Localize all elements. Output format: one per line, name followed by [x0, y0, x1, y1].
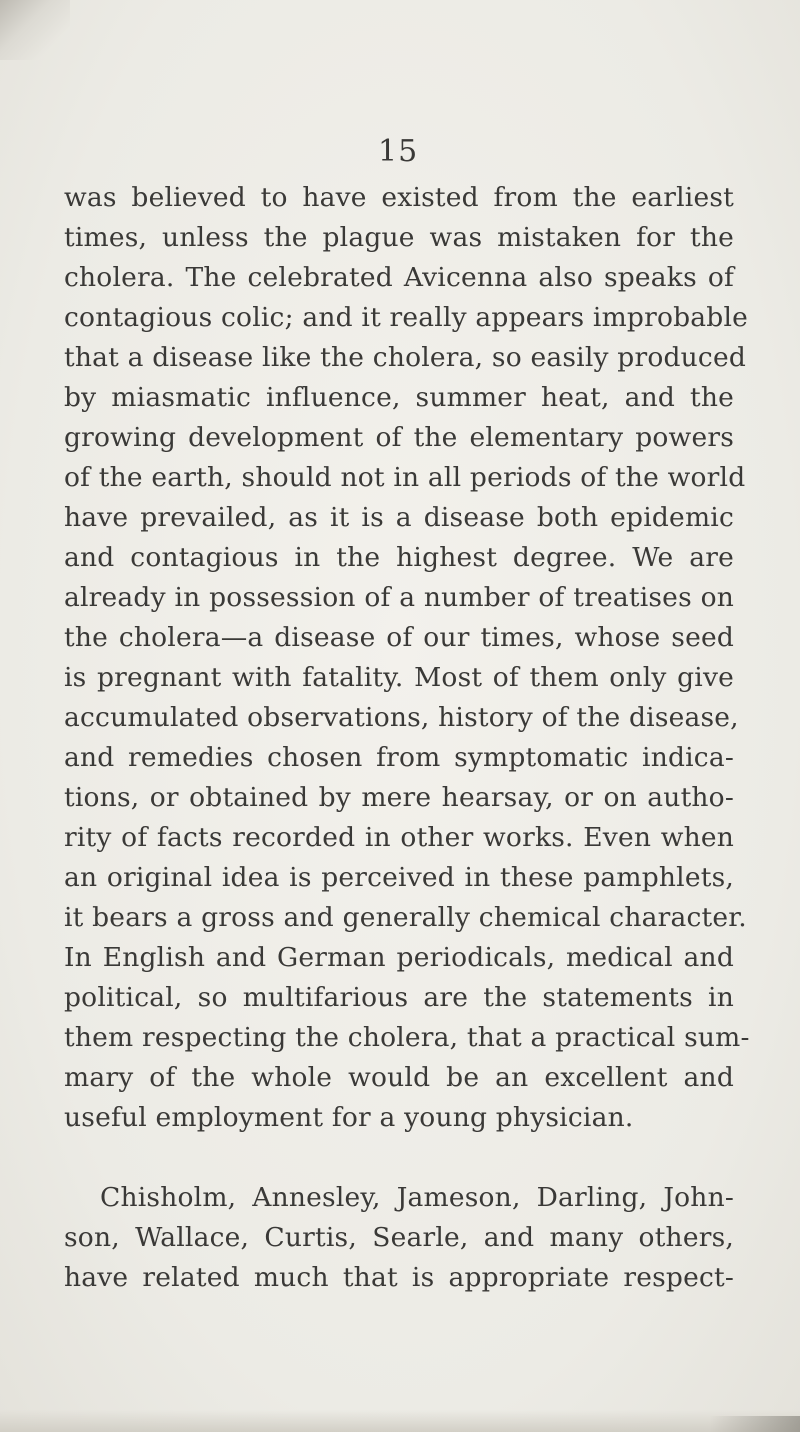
text-line: have related much that is appropriate respect- [64, 1262, 734, 1293]
text-line: In English and German periodicals, medical and [64, 942, 734, 973]
text-line: is pregnant with fatality. Most of them only give [64, 662, 734, 693]
text-line: tions, or obtained by mere hearsay, or on autho- [64, 782, 734, 813]
text-line: the cholera—a disease of our times, whose seed [64, 622, 734, 653]
body-text [64, 178, 750, 1298]
text-line: mary of the whole would be an excellent and [64, 1062, 734, 1093]
paragraph-2 [64, 1178, 734, 1298]
text-line: of the earth, should not in all periods of the world [64, 462, 746, 493]
text-line: times, unless the plague was mistaken for the [64, 222, 734, 253]
text-line: it bears a gross and generally chemical character. [64, 902, 747, 933]
text-line: already in possession of a number of treatises on [64, 582, 734, 613]
text-line: Chisholm, Annesley, Jameson, Darling, John- [100, 1182, 734, 1213]
text-line: have prevailed, as it is a disease both epidemic [64, 502, 734, 533]
page-bottom-mark [710, 1416, 800, 1432]
text-line: contagious colic; and it really appears improbable [64, 302, 749, 333]
text-line: an original idea is perceived in these pamphlets, [64, 862, 734, 893]
paragraph-gap [64, 1138, 734, 1178]
text-line: accumulated observations, history of the disease, [64, 702, 739, 733]
text-line: rity of facts recorded in other works. Even when [64, 822, 734, 853]
page-corner-shadow [0, 0, 70, 60]
text-line: political, so multifarious are the statements in [64, 982, 734, 1013]
text-line: growing development of the elementary powers [64, 422, 734, 453]
text-line: that a disease like the cholera, so easily produced [64, 342, 747, 373]
paragraph-1 [64, 178, 750, 1138]
text-line: and contagious in the highest degree. We are [64, 542, 734, 573]
text-line: them respecting the cholera, that a practical sum- [64, 1022, 750, 1053]
text-line: cholera. The celebrated Avicenna also speaks of [64, 262, 734, 293]
text-line: and remedies chosen from symptomatic indica- [64, 742, 734, 773]
page-number: 15 [378, 134, 419, 169]
text-line: was believed to have existed from the earliest [64, 182, 734, 213]
text-line: son, Wallace, Curtis, Searle, and many others, [64, 1222, 734, 1253]
text-line: useful employment for a young physician. [64, 1102, 634, 1133]
text-line: by miasmatic influence, summer heat, and the [64, 382, 734, 413]
page-bottom-edge [0, 1410, 800, 1432]
